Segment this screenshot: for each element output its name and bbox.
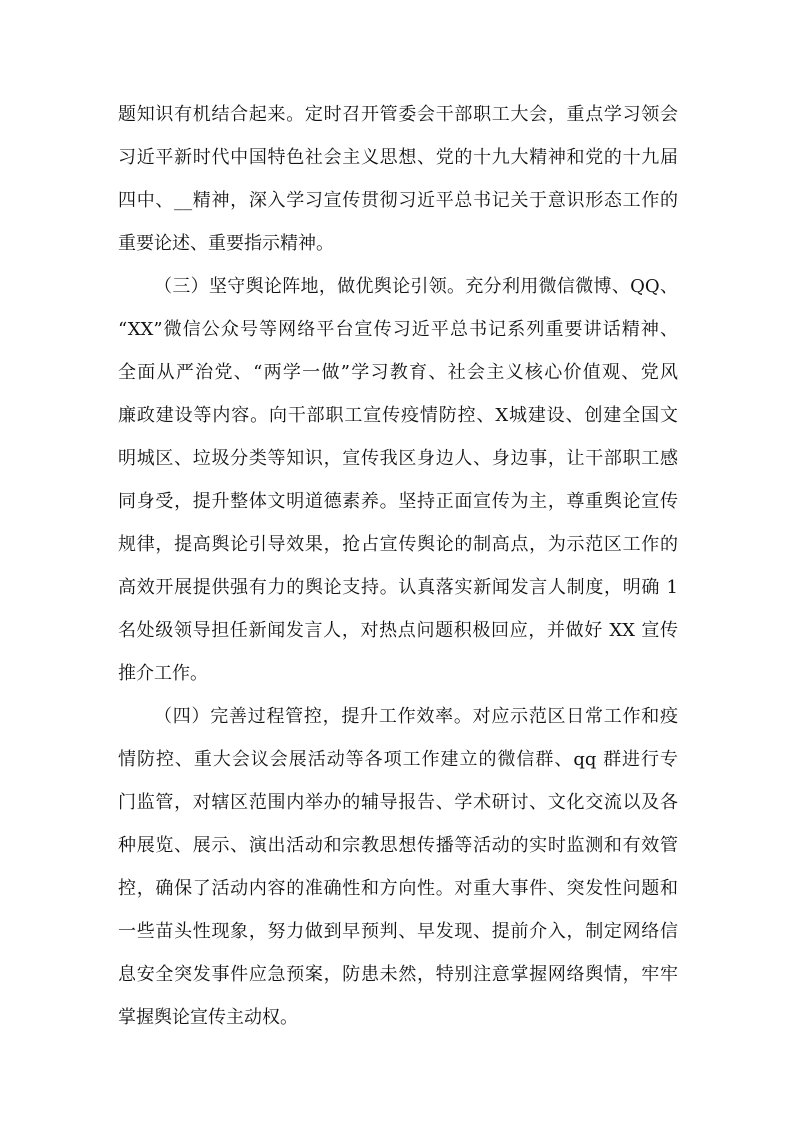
- paragraph-line: 习近平新时代中国特色社会主义思想、党的十九大精神和党的十九届: [118, 147, 678, 168]
- paragraph-line: 一些苗头性现象，努力做到早预判、早发现、提前介入，制定网络信: [118, 921, 678, 942]
- paragraph-line: 种展览、展示、演出活动和宗教思想传播等活动的实时监测和有效管: [118, 835, 678, 856]
- paragraph-line: 推介工作。: [118, 663, 208, 684]
- paragraph-line: 全面从严治党、“两学一做”学习教育、社会主义核心价值观、党风: [118, 362, 678, 383]
- paragraph-line: 重要论述、重要指示精神。: [118, 233, 334, 254]
- paragraph-line: 掌握舆论宣传主动权。: [118, 1007, 298, 1028]
- paragraph-line: 廉政建设等内容。向干部职工宣传疫情防控、X城建设、创建全国文: [118, 405, 678, 426]
- section-heading-line: （三）坚守舆论阵地，做优舆论引领。充分利用微信微博、QQ、: [154, 276, 678, 297]
- paragraph-line: 控，确保了活动内容的准确性和方向性。对重大事件、突发性问题和: [118, 878, 678, 899]
- paragraph-line: 明城区、垃圾分类等知识，宣传我区身边人、身边事，让干部职工感: [118, 448, 678, 469]
- paragraph-line: 息安全突发事件应急预案，防患未然，特别注意掌握网络舆情，牢牢: [118, 964, 678, 985]
- paragraph-line: 四中、__精神，深入学习宣传贯彻习近平总书记关于意识形态工作的: [118, 190, 678, 211]
- section-heading-line: （四）完善过程管控，提升工作效率。对应示范区日常工作和疫: [154, 706, 678, 727]
- paragraph-line: 门监管，对辖区范围内举办的辅导报告、学术研讨、文化交流以及各: [118, 792, 678, 813]
- paragraph-line: 名处级领导担任新闻发言人，对热点问题积极回应，并做好 XX 宣传: [118, 620, 678, 641]
- paragraph-line: 高效开展提供强有力的舆论支持。认真落实新闻发言人制度，明确 1: [118, 577, 678, 598]
- paragraph-line: “XX”微信公众号等网络平台宣传习近平总书记系列重要讲话精神、: [118, 319, 678, 340]
- paragraph-line: 题知识有机结合起来。定时召开管委会干部职工大会，重点学习领会: [118, 104, 678, 125]
- paragraph-line: 同身受，提升整体文明道德素养。坚持正面宣传为主，尊重舆论宣传: [118, 491, 678, 512]
- paragraph-line: 情防控、重大会议会展活动等各项工作建立的微信群、qq 群进行专: [118, 749, 678, 770]
- paragraph-line: 规律，提高舆论引导效果，抢占宣传舆论的制高点，为示范区工作的: [118, 534, 678, 555]
